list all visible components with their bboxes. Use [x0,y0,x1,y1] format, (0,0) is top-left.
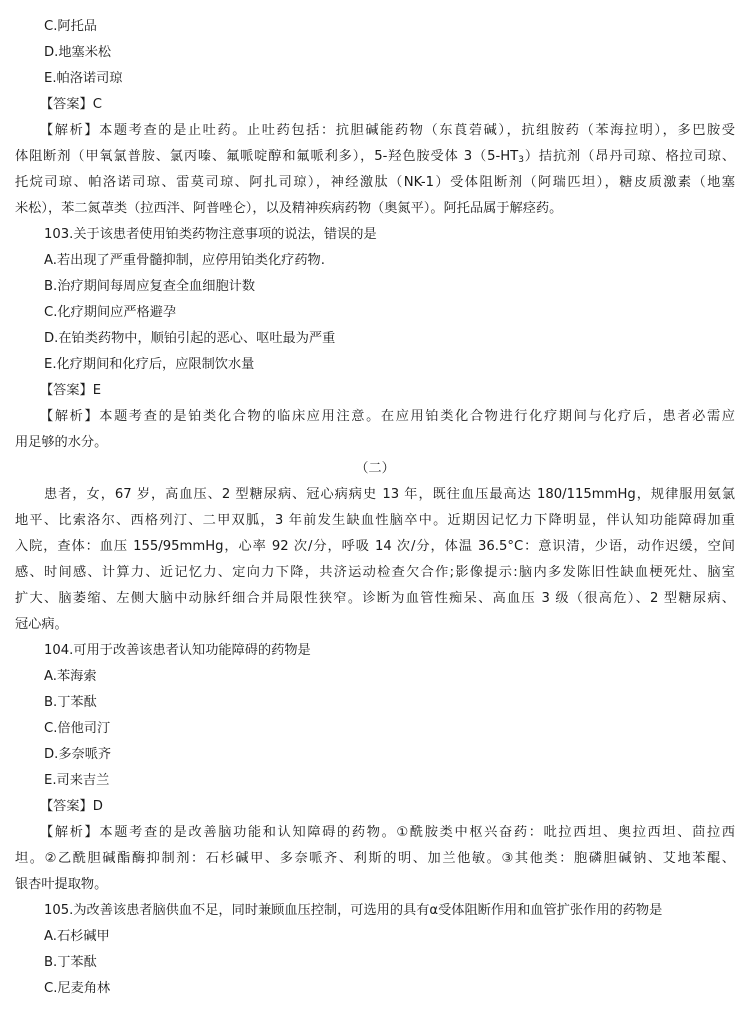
q104-question: 104.可用于改善该患者认知功能障碍的药物是 [44,643,311,658]
q104-analysis-line: 坦。②乙酰胆碱酯酶抑制剂：石杉碱甲、多奈哌齐、利斯的明、加兰他敏。③其他类：胞磷胆碱钠、艾地苯醌、 [15,851,735,866]
q102-analysis-line: 【解析】本题考查的是止吐药。止吐药包括：抗胆碱能药物（东莨菪碱），抗组胺药（苯海拉明），多巴胺受 [40,123,735,138]
case-text-line: 扩大、脑萎缩、左侧大脑中动脉纤细合并局限性狭窄。诊断为血管性痴呆、高血压 3 级（很高危）、2 型糖尿病、 [15,591,735,606]
analysis-text: 体阻断剂（甲氧氯普胺、氯丙嗪、氟哌啶醇和氟哌利多），5-羟色胺受体 3（5-HT [15,149,519,164]
q103-analysis-line: 用足够的水分。 [15,435,108,450]
q103-answer: 【答案】E [40,383,102,398]
q102-option-e: E.帕洛诺司琼 [44,71,123,86]
q102-option-c: C.阿托品 [44,19,97,34]
analysis-text: ）拮抗剂（昂丹司琼、格拉司琼、 [523,149,736,164]
q103-option-c: C.化疗期间应严格避孕 [44,305,177,320]
case-text-line: 冠心病。 [15,617,68,632]
q104-analysis-line: 银杏叶提取物。 [15,877,108,892]
q102-answer: 【答案】C [40,97,102,112]
q103-option-e: E.化疗期间和化疗后，应限制饮水量 [44,357,255,372]
q104-analysis-line: 【解析】本题考查的是改善脑功能和认知障碍的药物。①酰胺类中枢兴奋药：吡拉西坦、奥拉西坦、茴拉西 [40,825,735,840]
case-text-line: 患者，女，67 岁，高血压、2 型糖尿病、冠心病病史 13 年，既往血压最高达 180/115mmHg，规律服用氨氯 [44,487,735,502]
q103-option-b: B.治疗期间每周应复查全血细胞计数 [44,279,256,294]
q105-option-a: A.石杉碱甲 [44,929,110,944]
q102-analysis-line [0,144,750,170]
q102-analysis-line: 米松），苯二氮䓬类（拉西泮、阿普唑仑），以及精神疾病药物（奥氮平）。阿托品属于解痉药。 [15,201,563,216]
q104-option-c: C.倍他司汀 [44,721,111,736]
q105-option-b: B.丁苯酞 [44,955,97,970]
q104-option-a: A.苯海索 [44,669,97,684]
q104-option-b: B.丁苯酞 [44,695,97,710]
q105-option-c: C.尼麦角林 [44,981,111,996]
case-text-line: 地平、比索洛尔、西格列汀、二甲双胍，3 年前发生缺血性脑卒中。近期因记忆力下降明显，伴认知功能障碍加重 [15,513,735,528]
q103-option-a: A.若出现了严重骨髓抑制，应停用铂类化疗药物. [44,253,325,268]
q103-analysis-line: 【解析】本题考查的是铂类化合物的临床应用注意。在应用铂类化合物进行化疗期间与化疗后，患者必需应 [40,409,735,424]
q102-option-d: D.地塞米松 [44,45,112,60]
q104-option-d: D.多奈哌齐 [44,747,112,762]
q104-option-e: E.司来吉兰 [44,773,110,788]
subscript: 3 [518,155,524,165]
q102-analysis-line: 托烷司琼、帕洛诺司琼、雷莫司琼、阿扎司琼），神经激肽（NK-1）受体阻断剂（阿瑞匹坦），糖皮质激素（地塞 [15,175,735,190]
q103-option-d: D.在铂类药物中，顺铂引起的恶心、呕吐最为严重 [44,331,336,346]
case-text-line: 感、时间感、计算力、近记忆力、定向力下降，共济运动检查欠合作;影像提示:脑内多发陈旧性缺血梗死灶、脑室 [15,565,735,580]
q105-question: 105.为改善该患者脑供血不足，同时兼顾血压控制，可选用的具有α受体阻断作用和血管扩张作用的药物是 [44,903,663,918]
q104-answer: 【答案】D [40,799,103,814]
case-text-line: 入院，查体：血压 155/95mmHg，心率 92 次/分，呼吸 14 次/分，体温 36.5°C：意识清，少语，动作迟缓，空间 [15,539,735,554]
q103-question: 103.关于该患者使用铂类药物注意事项的说法，错误的是 [44,227,377,242]
section-title: （二） [355,461,395,476]
